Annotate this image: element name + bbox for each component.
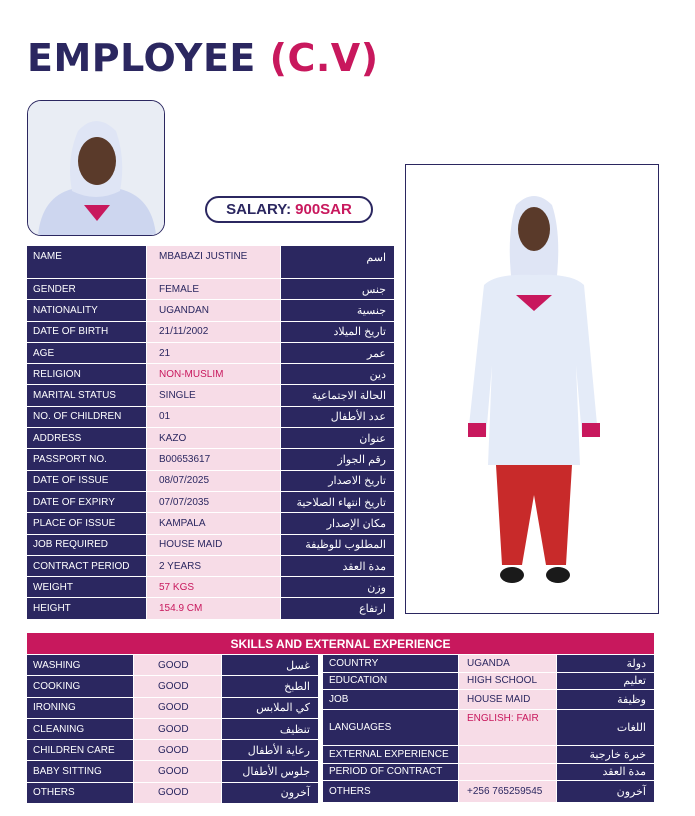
skill-row [27, 783, 318, 804]
info-label: NATIONALITY [27, 300, 146, 320]
info-label: ADDRESS [27, 428, 146, 448]
skill-label: CHILDREN CARE [27, 740, 133, 760]
info-row [27, 492, 394, 513]
info-arabic-label: مدة العقد [281, 556, 394, 576]
experience-arabic-label: مدة العقد [557, 764, 654, 781]
info-arabic-label: رقم الجواز [281, 449, 394, 469]
info-arabic-label: جنس [281, 279, 394, 299]
experience-value: UGANDA [458, 655, 557, 672]
info-label: JOB REQUIRED [27, 535, 146, 555]
info-label: WEIGHT [27, 577, 146, 597]
title-main: EMPLOYEE [27, 36, 256, 80]
page-title [27, 36, 379, 80]
info-row [27, 246, 394, 279]
experience-label: OTHERS [323, 781, 458, 802]
info-arabic-label: تاريخ الاصدار [281, 471, 394, 491]
experience-value: ENGLISH: FAIR [458, 710, 557, 745]
skill-arabic-label: جلوس الأطفال [222, 761, 318, 781]
skill-label: BABY SITTING [27, 761, 133, 781]
info-value: KAMPALA [146, 513, 281, 533]
info-row [27, 577, 394, 598]
info-label: NO. OF CHILDREN [27, 407, 146, 427]
info-label: RELIGION [27, 364, 146, 384]
experience-row [323, 655, 654, 673]
salary-label: SALARY: [226, 201, 292, 218]
portrait-photo [27, 100, 165, 236]
info-value: 2 YEARS [146, 556, 281, 576]
info-value: KAZO [146, 428, 281, 448]
info-value: 57 KGS [146, 577, 281, 597]
info-row [27, 364, 394, 385]
skill-row [27, 676, 318, 697]
info-label: PLACE OF ISSUE [27, 513, 146, 533]
skill-label: CLEANING [27, 719, 133, 739]
info-arabic-label: الحالة الاجتماعية [281, 385, 394, 405]
info-row [27, 513, 394, 534]
experience-row [323, 764, 654, 782]
experience-label: EXTERNAL EXPERIENCE [323, 746, 458, 763]
info-row [27, 556, 394, 577]
skill-value: GOOD [133, 698, 222, 718]
info-value: FEMALE [146, 279, 281, 299]
experience-label: LANGUAGES [323, 710, 458, 745]
info-arabic-label: ارتفاع [281, 598, 394, 618]
experience-arabic-label: وظيفة [557, 690, 654, 709]
info-value: B00653617 [146, 449, 281, 469]
portrait-illustration [28, 101, 164, 235]
experience-value: +256 765259545 [458, 781, 557, 802]
experience-label: COUNTRY [323, 655, 458, 672]
skill-arabic-label: آخرون [222, 783, 318, 803]
info-label: DATE OF ISSUE [27, 471, 146, 491]
experience-value [458, 746, 557, 763]
skill-arabic-label: كي الملابس [222, 698, 318, 718]
experience-row [323, 781, 654, 803]
skill-arabic-label: رعاية الأطفال [222, 740, 318, 760]
info-label: DATE OF BIRTH [27, 322, 146, 342]
skill-row [27, 719, 318, 740]
full-body-photo [405, 164, 659, 614]
skill-arabic-label: تنظيف [222, 719, 318, 739]
skill-label: OTHERS [27, 783, 133, 803]
info-value: 08/07/2025 [146, 471, 281, 491]
info-arabic-label: المطلوب للوظيفة [281, 535, 394, 555]
experience-label: JOB [323, 690, 458, 709]
skill-label: IRONING [27, 698, 133, 718]
info-label: MARITAL STATUS [27, 385, 146, 405]
info-value: 21 [146, 343, 281, 363]
experience-label: PERIOD OF CONTRACT [323, 764, 458, 781]
skill-row [27, 655, 318, 676]
skills-heading: SKILLS AND EXTERNAL EXPERIENCE [27, 633, 654, 654]
info-value: SINGLE [146, 385, 281, 405]
experience-arabic-label: دولة [557, 655, 654, 672]
info-label: CONTRACT PERIOD [27, 556, 146, 576]
info-arabic-label: عدد الأطفال [281, 407, 394, 427]
skill-value: GOOD [133, 783, 222, 803]
title-accent: (C.V) [269, 36, 379, 80]
salary-badge [205, 196, 373, 223]
info-value: NON-MUSLIM [146, 364, 281, 384]
info-arabic-label: عمر [281, 343, 394, 363]
experience-value [458, 764, 557, 781]
info-row [27, 428, 394, 449]
skill-value: GOOD [133, 740, 222, 760]
salary-value: 900SAR [295, 201, 352, 218]
skills-table [27, 655, 318, 804]
skill-value: GOOD [133, 761, 222, 781]
info-arabic-label: اسم [281, 246, 394, 278]
experience-row [323, 673, 654, 691]
info-value: 21/11/2002 [146, 322, 281, 342]
skill-label: WASHING [27, 655, 133, 675]
info-value: HOUSE MAID [146, 535, 281, 555]
experience-row [323, 710, 654, 746]
info-label: NAME [27, 246, 146, 278]
skill-label: COOKING [27, 676, 133, 696]
personal-info-table [27, 246, 394, 620]
info-label: PASSPORT NO. [27, 449, 146, 469]
info-value: 154.9 CM [146, 598, 281, 618]
info-row [27, 343, 394, 364]
experience-row [323, 746, 654, 764]
experience-arabic-label: آخرون [557, 781, 654, 802]
info-row [27, 322, 394, 343]
info-arabic-label: دين [281, 364, 394, 384]
experience-table [323, 655, 654, 803]
experience-label: EDUCATION [323, 673, 458, 690]
info-label: HEIGHT [27, 598, 146, 618]
experience-value: HIGH SCHOOL [458, 673, 557, 690]
info-row [27, 279, 394, 300]
info-value: 07/07/2035 [146, 492, 281, 512]
skill-row [27, 698, 318, 719]
experience-arabic-label: خبرة خارجية [557, 746, 654, 763]
skill-arabic-label: الطبخ [222, 676, 318, 696]
info-label: AGE [27, 343, 146, 363]
info-arabic-label: عنوان [281, 428, 394, 448]
info-row [27, 535, 394, 556]
info-arabic-label: جنسية [281, 300, 394, 320]
info-arabic-label: تاريخ الميلاد [281, 322, 394, 342]
info-row [27, 449, 394, 470]
info-row [27, 385, 394, 406]
info-label: DATE OF EXPIRY [27, 492, 146, 512]
info-label: GENDER [27, 279, 146, 299]
skill-value: GOOD [133, 655, 222, 675]
experience-arabic-label: اللغات [557, 710, 654, 745]
info-row [27, 407, 394, 428]
skill-value: GOOD [133, 676, 222, 696]
skill-row [27, 761, 318, 782]
experience-arabic-label: تعليم [557, 673, 654, 690]
experience-row [323, 690, 654, 710]
info-value: MBABAZI JUSTINE [146, 246, 281, 278]
info-arabic-label: تاريخ انتهاء الصلاحية [281, 492, 394, 512]
info-row [27, 300, 394, 321]
info-arabic-label: وزن [281, 577, 394, 597]
experience-value: HOUSE MAID [458, 690, 557, 709]
info-arabic-label: مكان الإصدار [281, 513, 394, 533]
info-row [27, 471, 394, 492]
info-value: UGANDAN [146, 300, 281, 320]
skill-row [27, 740, 318, 761]
full-body-illustration [406, 165, 658, 613]
info-value: 01 [146, 407, 281, 427]
skill-value: GOOD [133, 719, 222, 739]
skill-arabic-label: غسل [222, 655, 318, 675]
info-row [27, 598, 394, 619]
